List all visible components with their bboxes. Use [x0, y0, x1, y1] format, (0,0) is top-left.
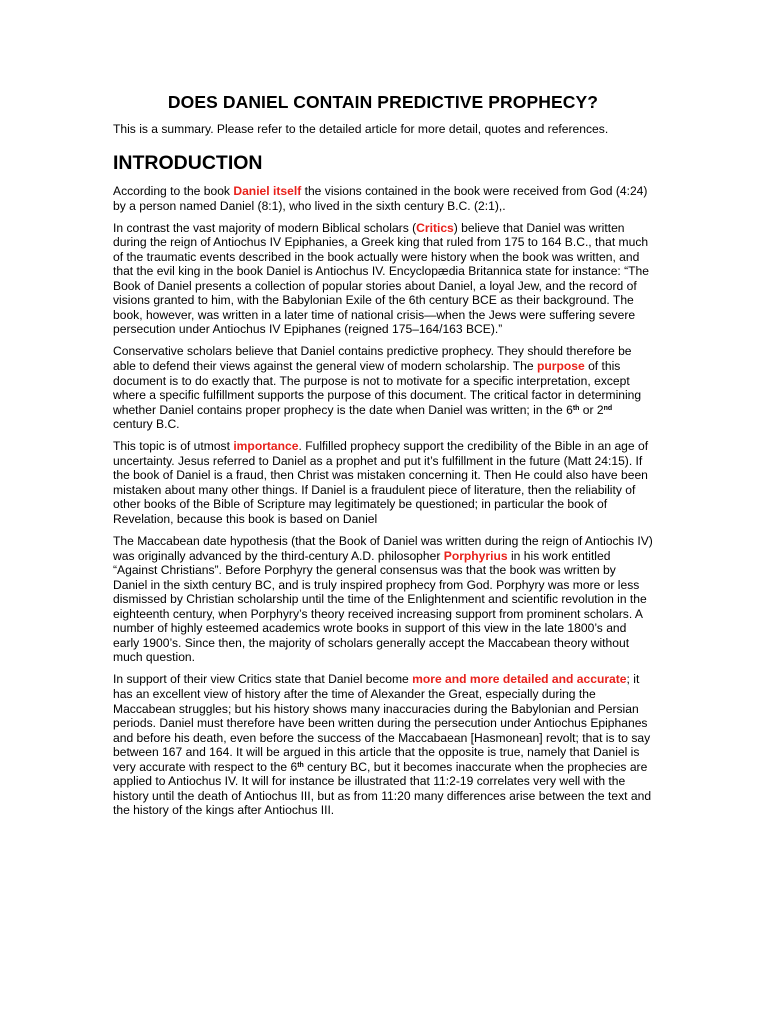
superscript-th: th — [572, 404, 580, 412]
highlight-porphyrius: Porphyrius — [443, 548, 508, 563]
paragraph-importance: This topic is of utmost importance. Fulfilled prophecy support the credibility of the Bible in an age of uncertainty. Jesus referred to Daniel as a prophet and put it’s fulfillment in the future (Matt 24:15). If the book of Daniel is a fraud, then Christ was mistaken concerning it. Then He could also have been mistaken about many other things. If Daniel is a fraudulent piece of literature, then the reliability of other books of the Bible of Scripture may legitimately be questioned; in particular the book of Revelation, because this book is based on Daniel — [113, 439, 649, 526]
paragraph-porphyrius: The Maccabean date hypothesis (that the Book of Daniel was written during the reign of Antiochis IV) was originally advanced by the third-century A.D. philosopher Porphyrius in his work entitled “Against Christians”. Before Porphyry the general consensus was that the book was written by Daniel in the sixth century BC, and is truly inspired prophecy from God. Porphyry was more or less dismissed by Christian scholarship until the time of the Enlightenment and scientific revolution in the eighteenth century, when Porphyry’s theory received increasing support from prominent scholars. A number of highly esteemed academics wrote books in support of this view in the late 1800’s and early 1900’s. Since then, the majority of scholars generally accept the Maccabean theory without much question. — [113, 534, 653, 665]
paragraph-critics: In contrast the vast majority of modern Biblical scholars (Critics) believe that Daniel was written during the reign of Antiochus IV Epiphanies, a Greek king that ruled from 175 to 164 B.C., that much of the traumatic events described in the book actually were history when the book was written, and that the evil king in the book Daniel is Antiochus IV. Encyclopædia Britannica state for instance: “The Book of Daniel presents a collection of popular stories about Daniel, a loyal Jew, and the record of visions granted to him, with the Babylonian Exile of the 6th century BCE as their background. The book, however, was written in a later time of national crisis—when the Jews were suffering severe persecution under Antiochus IV Epiphanes (reigned 175–164/163 BCE).” — [113, 220, 650, 337]
paragraph-daniel-itself: According to the book Daniel itself the visions contained in the book were received from God (4:24) by a person named Daniel (8:1), who lived in the sixth century B.C. (2:1),. — [113, 184, 648, 213]
highlight-more-detailed-accurate: more and more detailed and accurate — [412, 672, 627, 687]
paragraph-purpose: Conservative scholars believe that Daniel contains predictive prophecy. They should therefore be able to defend their views against the general view of modern scholarship. The purpose of this document is to do exactly that. The purpose is not to motivate for a specific interpretation, except where a specific fulfillment supports the purpose of this document. The critical factor in determining whether Daniel contains proper prophecy is the date when Daniel was written; in the 6th or 2nd century B.C. — [113, 344, 642, 432]
highlight-purpose: purpose — [536, 359, 585, 374]
superscript-nd: nd — [603, 404, 613, 412]
highlight-daniel-itself: Daniel itself — [233, 184, 302, 198]
introduction-heading: INTRODUCTION — [113, 152, 263, 174]
paragraph-detailed-accurate: In support of their view Critics state that Daniel become more and more detailed and accurate; it has an excellent view of history after the time of Alexander the Great, especially during the Maccabean struggles; but his history shows many inaccuracies during the Babylonian and Persian periods. Daniel must therefore have been written during the persecution under Antiochus Epiphanes and before his death, even before the success of the Maccabaean [Hasmonean] revolt; that is to say between 167 and 164. It will be argued in this article that the opposite is true, namely that Daniel is very accurate with respect to the 6th century BC, but it becomes inaccurate when the prophecies are applied to Antiochus IV. It will for instance be illustrated that 11:2-19 correlates very well with the history until the death of Antiochus III, but as from 11:20 many differences arise between the text and the history of the kings after Antiochus III. — [113, 672, 652, 818]
summary-note: This is a summary. Please refer to the detailed article for more detail, quotes and references. — [113, 122, 609, 136]
document-title: DOES DANIEL CONTAIN PREDICTIVE PROPHECY? — [167, 92, 599, 112]
highlight-critics: Critics — [416, 220, 454, 235]
superscript-th: th — [297, 761, 304, 769]
document-page — [113, 92, 653, 825]
highlight-importance: importance — [233, 439, 299, 454]
